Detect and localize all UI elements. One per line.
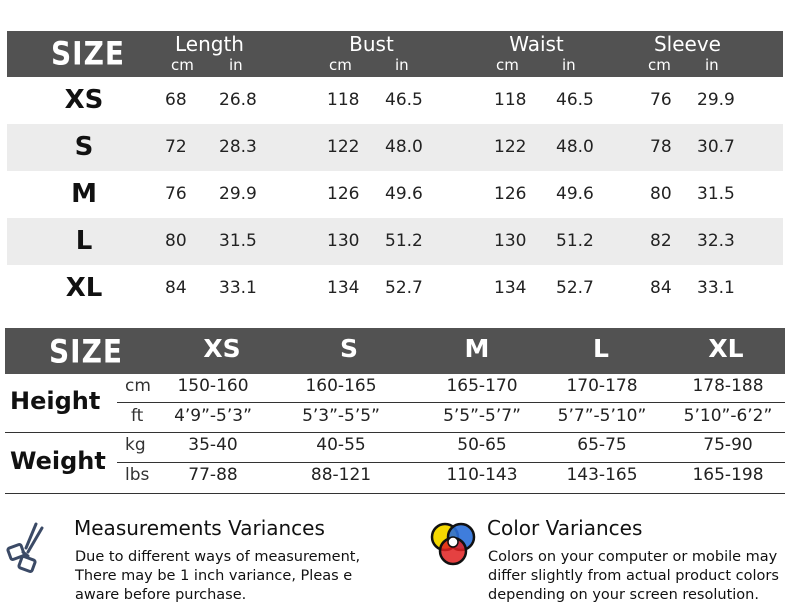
value-cell: 68 — [165, 90, 187, 110]
value-cell: 143-165 — [566, 465, 638, 485]
measurement-variance-line2: There may be 1 inch variance, Pleas e — [75, 568, 353, 584]
value-cell: 33.1 — [697, 278, 735, 298]
size-header-label: SIZE — [49, 332, 124, 371]
value-cell: 51.2 — [385, 231, 423, 251]
color-circles-icon — [427, 520, 479, 570]
value-cell: 5’10”-6’2” — [683, 406, 773, 426]
value-cell: 5’5”-5’7” — [443, 406, 521, 426]
measurement-table — [7, 31, 783, 312]
value-cell: 48.0 — [556, 137, 594, 157]
body-size-table — [5, 328, 785, 494]
height-group — [5, 374, 785, 432]
ft-unit: ft — [131, 406, 144, 426]
value-cell: 49.6 — [556, 184, 594, 204]
value-cell: 80 — [165, 231, 187, 251]
value-cell: 29.9 — [697, 90, 735, 110]
value-cell: 122 — [327, 137, 360, 157]
waist-header: Waist cm in — [496, 32, 576, 74]
value-cell: 122 — [494, 137, 527, 157]
body-size-table-header — [5, 328, 785, 374]
color-variance-title: Color Variances — [487, 516, 643, 540]
length-header: Length cm in — [171, 32, 244, 74]
size-header-label: SIZE — [51, 34, 126, 73]
value-cell: 75-90 — [703, 435, 753, 455]
value-cell: 150-160 — [177, 376, 249, 396]
value-cell: 32.3 — [697, 231, 735, 251]
value-cell: 28.3 — [219, 137, 257, 157]
color-variance-line3: depending on your screen resolution. — [488, 587, 759, 603]
value-cell: 40-55 — [316, 435, 366, 455]
size-cell: S — [74, 132, 94, 162]
value-cell: 48.0 — [385, 137, 423, 157]
value-cell: 31.5 — [219, 231, 257, 251]
value-cell: 30.7 — [697, 137, 735, 157]
size-cell: XS — [64, 85, 104, 115]
value-cell: 5’7”-5’10” — [557, 406, 647, 426]
size-cell: XL — [65, 273, 103, 303]
size-xs-header: XS — [203, 334, 241, 363]
value-cell: 134 — [327, 278, 360, 298]
table-row — [7, 77, 783, 124]
value-cell: 110-143 — [446, 465, 518, 485]
value-cell: 77-88 — [188, 465, 238, 485]
color-variance-line2: differ slightly from actual product colors — [488, 568, 779, 584]
value-cell: 26.8 — [219, 90, 257, 110]
measurement-variance-title: Measurements Variances — [74, 516, 325, 540]
row-divider — [117, 462, 785, 463]
value-cell: 31.5 — [697, 184, 735, 204]
value-cell: 165-170 — [446, 376, 518, 396]
value-cell: 52.7 — [385, 278, 423, 298]
value-cell: 76 — [650, 90, 672, 110]
value-cell: 50-65 — [457, 435, 507, 455]
value-cell: 126 — [494, 184, 527, 204]
value-cell: 82 — [650, 231, 672, 251]
measurement-variance-line3: aware before purchase. — [75, 587, 247, 603]
value-cell: 170-178 — [566, 376, 638, 396]
value-cell: 72 — [165, 137, 187, 157]
value-cell: 35-40 — [188, 435, 238, 455]
value-cell: 84 — [650, 278, 672, 298]
value-cell: 88-121 — [310, 465, 372, 485]
value-cell: 130 — [494, 231, 527, 251]
table-row — [7, 171, 783, 218]
measurement-table-header — [7, 31, 783, 77]
value-cell: 33.1 — [219, 278, 257, 298]
value-cell: 76 — [165, 184, 187, 204]
value-cell: 29.9 — [219, 184, 257, 204]
value-cell: 118 — [494, 90, 527, 110]
value-cell: 118 — [327, 90, 360, 110]
bust-header: Bust cm in — [329, 32, 409, 74]
table-row — [7, 218, 783, 265]
value-cell: 5’3”-5’5” — [302, 406, 380, 426]
value-cell: 134 — [494, 278, 527, 298]
cm-unit: cm — [125, 376, 151, 396]
value-cell: 84 — [165, 278, 187, 298]
value-cell: 65-75 — [577, 435, 627, 455]
value-cell: 51.2 — [556, 231, 594, 251]
size-m-header: M — [464, 334, 490, 363]
color-variance-line1: Colors on your computer or mobile may — [488, 549, 778, 565]
row-divider — [117, 402, 785, 403]
table-row — [7, 124, 783, 171]
value-cell: 80 — [650, 184, 672, 204]
value-cell: 46.5 — [556, 90, 594, 110]
value-cell: 130 — [327, 231, 360, 251]
scissors-icon — [6, 522, 46, 574]
table-row — [7, 265, 783, 312]
value-cell: 49.6 — [385, 184, 423, 204]
value-cell: 165-198 — [692, 465, 764, 485]
size-s-header: S — [339, 334, 358, 363]
value-cell: 126 — [327, 184, 360, 204]
weight-label: Weight — [10, 447, 106, 475]
value-cell: 52.7 — [556, 278, 594, 298]
lbs-unit: lbs — [125, 465, 150, 485]
size-cell: L — [75, 226, 93, 256]
table-bottom-border — [5, 493, 785, 494]
kg-unit: kg — [125, 435, 146, 455]
size-l-header: L — [593, 334, 609, 363]
size-xl-header: XL — [708, 334, 744, 363]
value-cell: 46.5 — [385, 90, 423, 110]
sleeve-header: Sleeve cm in — [648, 32, 721, 74]
value-cell: 178-188 — [692, 376, 764, 396]
value-cell: 160-165 — [305, 376, 377, 396]
measurement-variance-line1: Due to different ways of measurement, — [75, 549, 361, 565]
value-cell: 78 — [650, 137, 672, 157]
size-cell: M — [71, 179, 97, 209]
height-label: Height — [10, 387, 101, 415]
value-cell: 4’9”-5’3” — [174, 406, 252, 426]
